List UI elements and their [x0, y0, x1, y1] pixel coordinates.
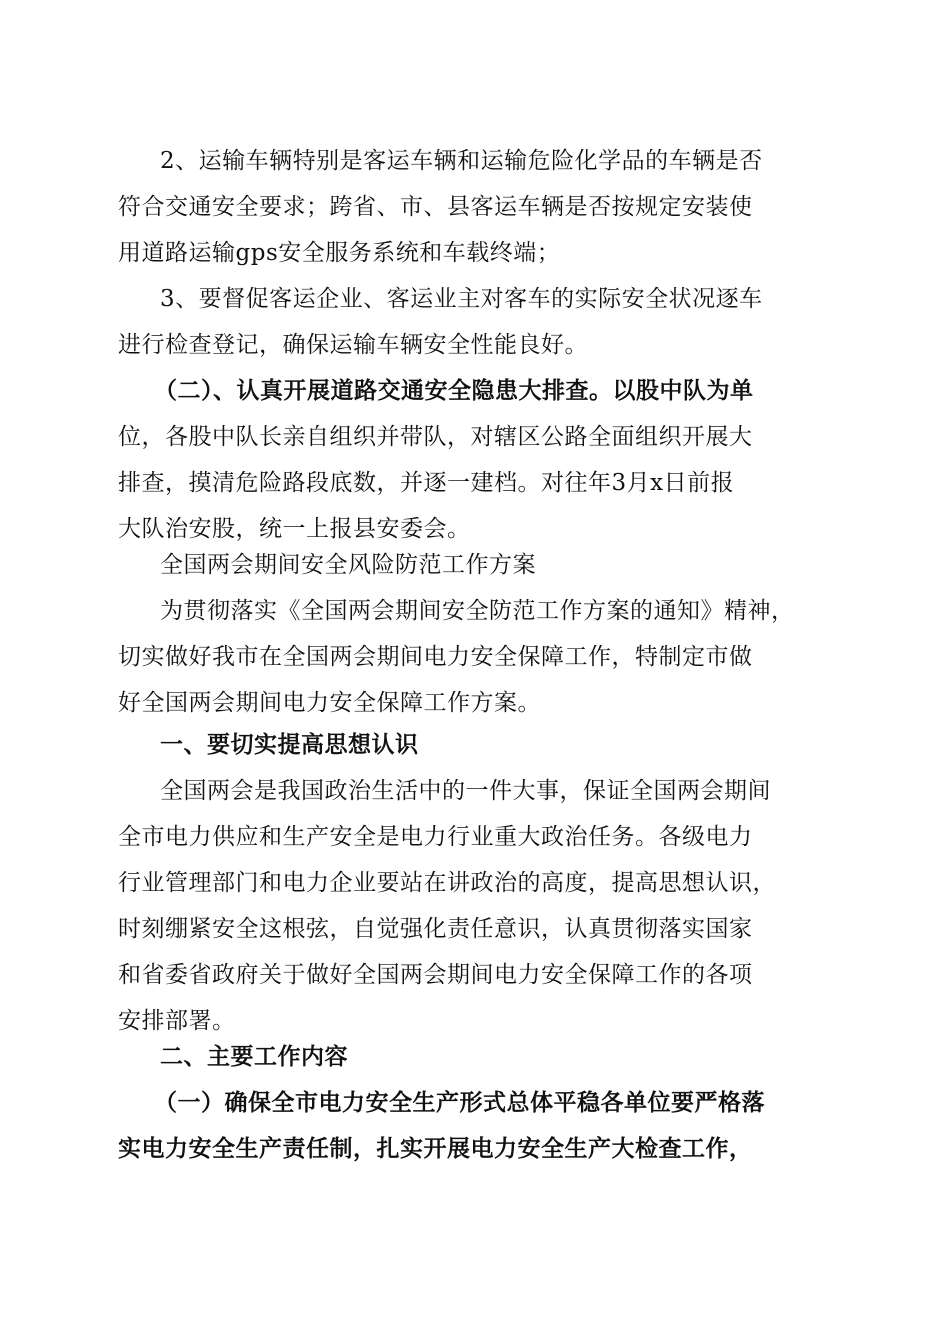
paragraph-section-2 — [118, 368, 834, 552]
paragraph-2 — [118, 1080, 834, 1172]
text-line: 好全国两会期间电力安全保障工作方案。 — [118, 690, 541, 716]
text-line: 全市电力供应和生产安全是电力行业重大政治任务。各级电力 — [118, 824, 753, 850]
text-line: 3、要督促客运企业、客运业主对客车的实际安全状况逐车 — [160, 286, 763, 312]
title-line: 全国两会期间安全风险防范工作方案 — [160, 552, 536, 578]
text-line: （二）、认真开展道路交通安全隐患大排查。以股中队为单 — [154, 378, 754, 404]
text-line: 排查，摸清危险路段底数，并逐一建档。对往年3月x日前报 — [118, 470, 735, 496]
paragraph-intro — [118, 588, 834, 726]
text-line: 实电力安全生产责任制，扎实开展电力安全生产大检查工作， — [118, 1136, 753, 1162]
section-heading-1 — [118, 722, 834, 768]
heading-line: 一、要切实提高思想认识 — [160, 732, 419, 758]
document-title — [118, 542, 834, 588]
text-line: 位，各股中队长亲自组织并带队，对辖区公路全面组织开展大 — [118, 424, 753, 450]
heading-line: 二、主要工作内容 — [160, 1044, 348, 1070]
text-line: 和省委省政府关于做好全国两会期间电力安全保障工作的各项 — [118, 962, 753, 988]
text-line: 符合交通安全要求；跨省、市、县客运车辆是否按规定安装使 — [118, 194, 753, 220]
text-line: 时刻绷紧安全这根弦，自觉强化责任意识，认真贯彻落实国家 — [118, 916, 753, 942]
text-line: 安排部署。 — [118, 1008, 236, 1034]
section-heading-2 — [118, 1034, 834, 1080]
paragraph-item-2 — [118, 138, 834, 276]
text-line: （一）确保全市电力安全生产形式总体平稳各单位要严格落 — [154, 1090, 765, 1116]
text-line: 用道路运输gps安全服务系统和车载终端； — [118, 240, 561, 266]
text-line: 切实做好我市在全国两会期间电力安全保障工作，特制定市做 — [118, 644, 753, 670]
text-line: 2、运输车辆特别是客运车辆和运输危险化学品的车辆是否 — [160, 148, 763, 174]
paragraph-1 — [118, 768, 834, 1044]
paragraph-item-3 — [118, 276, 834, 368]
text-line: 进行检查登记，确保运输车辆安全性能良好。 — [118, 332, 588, 358]
text-line: 大队治安股，统一上报县安委会。 — [118, 516, 471, 542]
text-line: 全国两会是我国政治生活中的一件大事，保证全国两会期间 — [160, 778, 771, 804]
text-line: 为贯彻落实《全国两会期间安全防范工作方案的通知》精神， — [160, 598, 795, 624]
text-line: 行业管理部门和电力企业要站在讲政治的高度，提高思想认识， — [118, 870, 776, 896]
